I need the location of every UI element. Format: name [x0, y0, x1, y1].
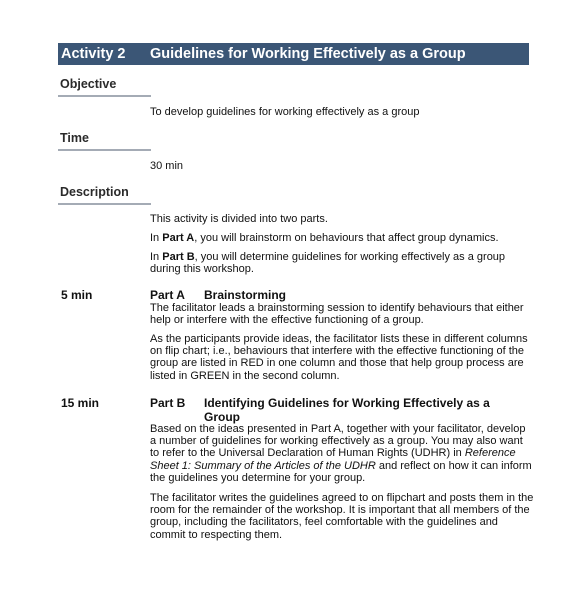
- part-b-paragraph-2: The facilitator writes the guidelines agreed to on flipchart and posts them in the room for the remainder of the workshop. It is important that all members of the group, including the facilitators, feel comfortable with the guidelines and commit to respecting them.: [150, 492, 534, 541]
- activity-banner: [58, 43, 529, 65]
- time-label: Time: [60, 131, 89, 145]
- activity-title: Guidelines for Working Effectively as a Group: [150, 46, 466, 62]
- section-divider: [58, 203, 151, 205]
- time-text: 30 min: [150, 160, 184, 172]
- part-b-label: Part B: [150, 396, 186, 410]
- part-a-time: 5 min: [61, 288, 93, 302]
- description-part-a: In Part A, you will brainstorm on behaviours that affect group dynamics.: [150, 232, 499, 244]
- part-b-time: 15 min: [61, 396, 100, 410]
- description-intro: This activity is divided into two parts.: [150, 213, 328, 225]
- objective-label: Objective: [60, 77, 117, 91]
- part-b-heading: [150, 396, 490, 424]
- part-a-name: Brainstorming: [204, 288, 287, 302]
- description-part-b: In Part B, you will determine guidelines for working effectively as a group during this workshop.: [150, 251, 506, 276]
- objective-section-header: [58, 77, 529, 91]
- activity-number: Activity 2: [61, 46, 126, 62]
- part-a-paragraph-2: As the participants provide ideas, the facilitator lists these in different columns on flip chart; i.e., behaviours that interfere with the effective functioning of the group are listed in RED in one column and those that help group process are listed in GREEN in the second column.: [150, 333, 528, 382]
- section-divider: [58, 149, 151, 151]
- part-a-label: Part A: [150, 288, 185, 302]
- part-a-heading: [150, 288, 287, 302]
- part-b-name: Identifying Guidelines for Working Effectively as a Group: [204, 396, 490, 424]
- objective-text: To develop guidelines for working effectively as a group: [150, 106, 420, 118]
- part-b-paragraph-1: Based on the ideas presented in Part A, together with your facilitator, develop a number of guidelines for working effectively as a group. You may also want to refer to the Universal Declaration of Human Rights (UDHR) in Reference Sheet 1: Summary of the Articles of the UDHR and reflect on how it can inform the guidelines you determine for your group.: [150, 423, 532, 484]
- description-label: Description: [60, 185, 129, 199]
- description-section-header: [58, 185, 529, 199]
- part-a-paragraph-1: The facilitator leads a brainstorming session to identify behaviours that either help or interfere with the effective functioning of a group.: [150, 302, 524, 327]
- section-divider: [58, 95, 151, 97]
- time-section-header: [58, 131, 529, 145]
